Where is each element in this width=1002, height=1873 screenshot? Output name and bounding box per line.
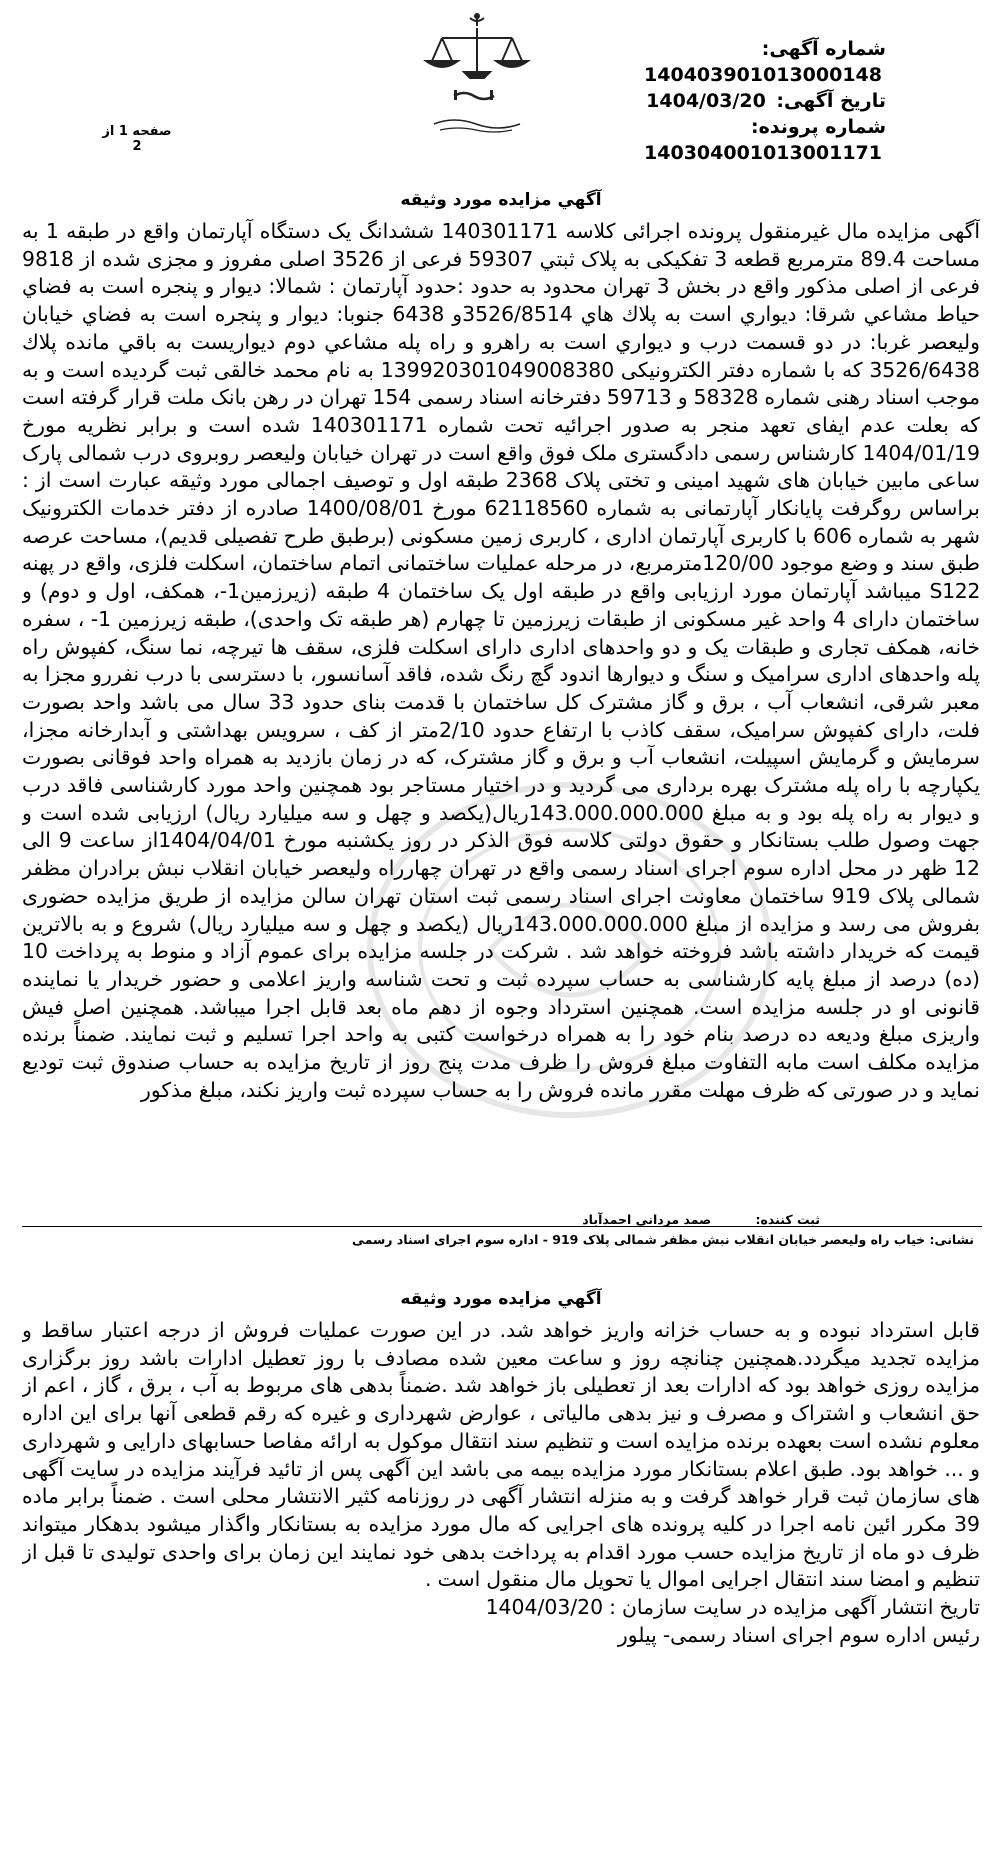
divider-line <box>22 1226 982 1227</box>
address-label: نشانی: <box>929 1232 974 1247</box>
section-1-paragraph: آگهی مزایده مال غیرمنقول پرونده اجرائی کلاسه 140301171 ششدانگ یک دستگاه آپارتمان واقع در طبقه 1 به مساحت 89.4 مترمربع قطعه 3 تفکیکی به پلاک ثبتي 59307 فرعی از 3526 اصلی مفروز و مجزی شده از 9818 فرعی از اصلی مذکور واقع در بخش 3 تهران محدود به حدود :حدود آپارتمان : شمالا: دیوار و پنجره است به فضاي حياط مشاعي شرقا: ديواري است به پلاك هاي 3526/8514و 6438 جنوبا: ديوار و پنجره است به فضاي خيابان وليعصر غربا: در دو قسمت درب و ديواري است به راهرو و راه پله مشاعي دوم ديواريست به باقي مانده پلاك 3526/6438 كه با شماره دفتر الکترونیکی 139920301049008380 به نام محمد خالقی ثبت گردیده است و به موجب اسناد رهنی شماره 58328 و 59713 دفترخانه اسناد رسمی 154 تهران در رهن بانک ملت قرار گرفته است که بعلت عدم ایفای تعهد منجر به صدور اجرائیه تحت شماره 140301171 شده است و برابر نظریه مورخ 1404/01/19 کارشناس رسمی دادگستری ملک فوق واقع است در تهران خیابان ولیعصر روبروی درب شمالی پارک ساعی مابین خیابان های شهید امینی و تختی پلاک 2368 طبقه اول و توصیف اجمالی مورد وثیقه عبارت است از : براساس روگرفت پایانکار آپارتمانی به شماره 62118560 مورخ 1400/08/01 صادره از دفتر خدمات الکترونیک شهر به شماره 606 با کاربری آپارتمان اداری ، کاربری زمین مسکونی (برطبق طرح تفصیلی قدیم)، مساحت عرصه طبق سند و وضع موجود 120/00مترمربع، در مرحله عملیات ساختمانی اتمام ساختمان، اسکلت فلزی، واقع در پهنه S122 میباشد آپارتمان مورد ارزیابی واقع در طبقه اول یک ساختمان 4 طبقه (زیرزمین1-، همکف، اول و دوم) و ساختمان دارای 4 واحد غیر مسکونی از طبقات زیرزمین تا چهارم (هر طبقه تک واحدی)، طبقه زیرزمین 1- ، سفره خانه، همکف تجاری و طبقات یک و دو واحدهای اداری دارای اسکلت فلزی، سقف ها تیرچه، نما سنگ، کفپوش راه پله واحدهای اداری سرامیک و سنگ و دیوارها اندود گچ رنگ شده، فاقد آسانسور، با دسترسی با درب نفررو مجزا به معبر شرقی، انشعاب آب ، برق و گاز مشترک کل ساختمان با قدمت بنای حدود 33 سال می باشد واحد بصورت فلت، دارای کفپوش سرامیک، سقف کاذب با ارتفاع حدود 2/10متر از کف ، سرویس بهداشتی و آبدارخانه مجزا، سرمایش و گرمایش اسپیلت، انشعاب آب و برق و گاز مشترک، که در زمان بازدید به همراه واحد فوقانی بصورت یکپارچه با راه پله مشترک بهره برداری می گردید و در اختیار مستاجر بود همچنین واحد مورد کارشناسی فاقد درب و دیوار به راه پله بود و به مبلغ 143.000.000.000ریال(یکصد و چهل و سه میلیارد ریال) ارزیابی شده است و جهت وصول طلب بستانکار و حقوق دولتی کلاسه فوق الذکر در روز یکشنبه مورخ 1404/04/01از ساعت 9 الی 12 ظهر در محل اداره سوم اجرای اسناد رسمی واقع در تهران چهارراه ولیعصر خیابان انقلاب نبش برادران مظفر شمالی پلاک 919 ساختمان معاونت اجرای اسناد رسمی ثبت استان تهران سالن مزایده از طریق مزایده حضوری بفروش می رسد و مزایده از مبلغ 143.000.000.000ریال (یکصد و چهل و سه میلیارد ریال) شروع و به بالاترین قیمت که خریدار داشته باشد فروخته خواهد شد . شرکت در جلسه مزایده برای عموم آزاد و منوط به پرداخت 10 (ده) درصد از مبلغ پایه کارشناسی به حساب سپرده ثبت و تحت شناسه واریز اعلامی و حضور خریدار یا نماینده قانونی او در جلسه مزایده است. همچنین استرداد وجوه از دهم ماه بعد قابل اجرا میباشد. همچنین اصل فیش واریزی مبلغ ودیعه ده درصد بنام خود را به همراه درخواست کتبی به واحد اجرا تسلیم و ثبت نمایند. ضمناً برنده مزایده مکلف است مابه التفاوت مبلغ فروش را ظرف مدت پنج روز از تاریخ مزایده به حساب صندوق ثبت تودیع نماید و در صورتی که ظرف مهلت مقرر مانده فروش را به حساب سپرده ثبت واریز نکند، مبلغ مذکور <box>22 219 980 1102</box>
page-number: صفحه 1 از 2 <box>102 124 172 154</box>
address-text: خیاب راه ولیعصر خیابان انقلاب نبش مظفر شمالی پلاک 919 - اداره سوم اجرای اسناد رسمی <box>351 1232 926 1247</box>
ad-number: 140403901013000148 <box>644 64 882 86</box>
address-line <box>352 1232 974 1247</box>
ad-date: 1404/03/20 <box>646 90 766 112</box>
publish-date-line: تاریخ انتشار آگهی مزایده در سایت سازمان : 1404/03/20 <box>485 1595 980 1620</box>
case-number: 140304001013001171 <box>644 142 882 164</box>
registrar-label: ثبت کننده: <box>755 1212 820 1227</box>
section-1-title: آگهي مزايده مورد وثيقه <box>400 190 602 210</box>
section-2-body <box>22 1317 980 1797</box>
registrar-line <box>582 1212 820 1227</box>
ad-date-label: تاریخ آگهی: <box>776 90 886 112</box>
ad-date-row <box>596 88 886 114</box>
section-2-title: آگهي مزايده مورد وثيقه <box>400 1289 602 1309</box>
section-2-paragraph: قابل استرداد نبوده و به حساب خزانه واریز خواهد شد. در این صورت عملیات فروش از درجه اعتبار ساقط و مزایده تجدید میگردد.همچنین چنانچه روز و ساعت معین شده مصادف با روز تعطیل ادارات باشد روز برگزاری مزایده روزی خواهد بود که ادارات بعد از تعطیلی باز خواهد شد .ضمناً بدهی های مربوط به آب ، برق ، گاز ، اعم از حق انشعاب و اشتراک و مصرف و نیز بدهی مالیاتی ، عوارض شهرداری و غیره که رقم قطعی آنها برای این اداره معلوم نشده است بعهده برنده مزایده است و تنظیم سند انتقال موکول به ارائه مفاصا حسابهای دارایی و شهرداری و ... خواهد بود. طبق اعلام بستانکار مورد مزایده بیمه می باشد این آگهی پس از تائید فرآیند مزایده در سایت آگهی های سازمان ثبت قرار خواهد گرفت و به منزله انتشار آگهی در روزنامه کثیر الانتشار محلی است . ضمناً برابر ماده 39 مکرر ائین نامه اجرا در کلیه پرونده های اجرایی که مال مورد مزایده به بستانکار واگذار میشود بدهکار میتواند ظرف دو ماه از تاریخ مزایده حسب مورد اقدام به پرداخت بدهی خود نمایند این زمان برای واحدی تولیدی تا قبل از تنظیم و امضا سند انتقال اجرایی اموال یا تحویل مال منقول است . <box>22 1318 980 1592</box>
signature-line: رئیس اداره سوم اجرای اسناد رسمی- پیلور <box>617 1622 980 1647</box>
ad-number-row <box>596 36 886 88</box>
document-header-meta <box>596 36 886 166</box>
ad-number-label: شماره آگهی: <box>761 38 886 60</box>
judiciary-emblem-icon <box>392 6 562 156</box>
section-1-body <box>22 218 980 1218</box>
case-number-label: شماره پرونده: <box>750 116 886 138</box>
registrar-name: صمد مردانی احمدآباد <box>582 1212 712 1227</box>
case-number-row <box>596 114 886 166</box>
